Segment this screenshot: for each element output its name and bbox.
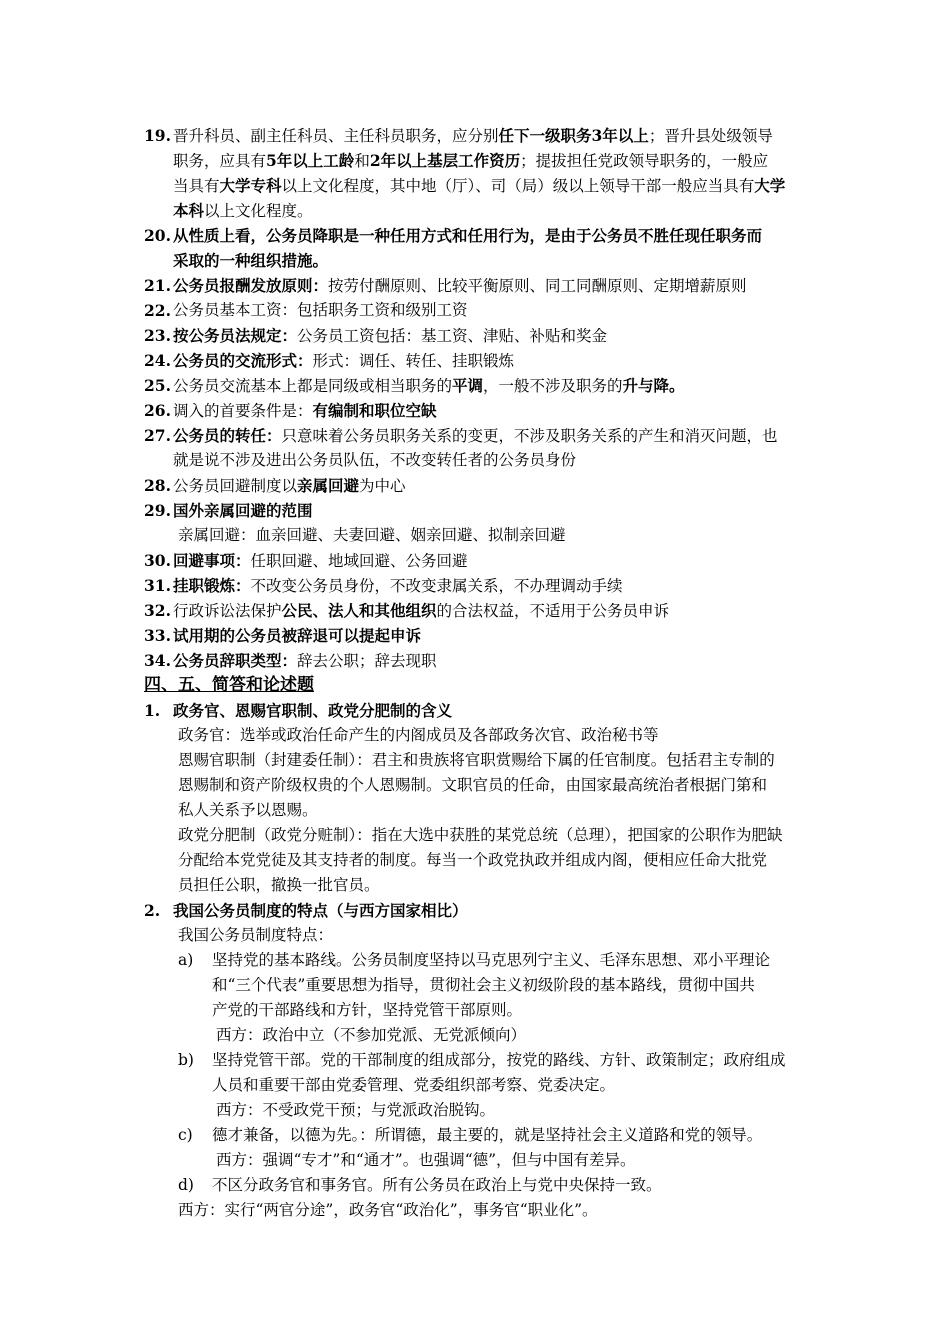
body-text: 分配给本党党徒及其支持者的制度。每当一个政党执政并组成内阁，便相应任命大批党 (178, 851, 768, 869)
item-text (173, 198, 313, 224)
item-number: 22. (144, 301, 171, 320)
subitem-text: 和“三个代表”重要思想为指导，贯彻社会主义初级阶段的基本路线，贯彻中国共 (212, 976, 755, 994)
question-number: 2. (144, 901, 161, 920)
bold-text: 本科 (173, 201, 205, 220)
bold-text: 国外亲属回避的范围 (173, 501, 313, 520)
bold-text: 从性质上看，公务员降职是一种任用方式和任用行为，是由于公务员不胜任现任职务而 (173, 226, 763, 245)
subitem-text: 德才兼备，以德为先。：所谓德，最主要的，就是坚持社会主义道路和党的领导。 (212, 1126, 763, 1144)
text-run: ；晋升县处级领导 (648, 127, 773, 145)
item-text (173, 448, 576, 473)
text-run: 晋升科员、副主任科员、主任科员职务，应分别 (173, 127, 499, 145)
section-title: 四、五、简答和论述题 (144, 675, 314, 695)
bold-text: 按公务员法规定： (173, 326, 298, 345)
bold-text: 平调 (452, 376, 484, 395)
text-run: 不改变公务员身份，不改变隶属关系，不办理调动手续 (250, 577, 623, 595)
item-text (173, 648, 437, 674)
bold-text: 大学专科 (219, 176, 282, 195)
bold-text: 挂职锻炼： (173, 576, 251, 595)
text-run: 和 (354, 152, 370, 170)
west-comparison: 西方：不受政党干预；与党派政治脱钩。 (216, 1101, 496, 1119)
item-number: 34. (144, 651, 171, 670)
bold-text: 公民、法人和其他组织 (281, 601, 437, 620)
bold-text: 2年以上基层工作资历 (369, 151, 521, 170)
item-text (173, 623, 421, 649)
item-number: 33. (144, 626, 171, 645)
item-number: 28. (144, 476, 171, 495)
text-run: 当具有 (173, 177, 220, 195)
item-text (173, 573, 623, 599)
item-text (173, 498, 313, 524)
west-comparison: 西方：政治中立（不参加党派、无党派倾向） (216, 1026, 527, 1044)
item-text (173, 248, 328, 274)
text-run: 以上文化程度。 (204, 202, 313, 220)
text-run: 只意味着公务员职务关系的变更，不涉及职务关系的产生和消灭问题，也 (281, 427, 778, 445)
bold-text: 公务员报酬发放原则： (173, 276, 329, 295)
item-number: 24. (144, 351, 171, 370)
subitem-text: 坚持党的基本路线。公务员制度坚持以马克思列宁主义、毛泽东思想、邓小平理论 (212, 951, 771, 969)
subitem-label: a) (178, 951, 194, 969)
question-title: 政务官、恩赐官职制、政党分肥制的含义 (173, 701, 453, 720)
bold-text: 亲属回避 (297, 476, 360, 495)
text-run: 为中心 (359, 477, 406, 495)
text-run: 职务，应具有 (173, 152, 267, 170)
item-number: 19. (144, 126, 171, 145)
item-text (173, 348, 514, 374)
subitem-label: d) (178, 1176, 194, 1194)
item-text (173, 273, 747, 299)
west-comparison: 西方：强调“专才”和“通才”。也强调“德”，但与中国有差异。 (216, 1151, 636, 1169)
item-number: 29. (144, 501, 171, 520)
text-run: 公务员交流基本上都是同级或相当职务的 (173, 377, 453, 395)
text-run: ，一般不涉及职务的 (483, 377, 623, 395)
bold-text: 大学 (754, 176, 786, 195)
text-run: 公务员回避制度以 (173, 477, 298, 495)
item-text (173, 598, 669, 624)
item-number: 30. (144, 551, 171, 570)
text-run: 辞去公职；辞去现职 (297, 652, 437, 670)
text-run: 行政诉讼法保护 (173, 602, 282, 620)
item-text (173, 548, 468, 574)
item-text (173, 373, 685, 399)
bold-text: 采取的一种组织措施。 (173, 251, 329, 270)
text-run: 以上文化程度，其中地（厅）、司（局）级以上领导干部一般应当具有 (281, 177, 755, 195)
item-number: 25. (144, 376, 171, 395)
item-text (173, 423, 778, 449)
item-text (173, 173, 785, 199)
body-text: 私人关系予以恩赐。 (178, 801, 318, 819)
item-text (173, 473, 406, 499)
body-text: 恩赐制和资产阶级权贵的个人恩赐制。文职官员的任命，由国家最高统治者根据门第和 (178, 776, 768, 794)
bold-text: 任下一级职务3年以上 (498, 126, 649, 145)
text-run: 任职回避、地域回避、公务回避 (250, 552, 468, 570)
item-number: 26. (144, 401, 171, 420)
item-text (173, 123, 773, 149)
item-number: 23. (144, 326, 171, 345)
text-run: 形式：调任、转任、挂职锻炼 (312, 352, 515, 370)
text-run: ；提拔担任党政领导职务的，一般应 (520, 152, 769, 170)
item-number: 20. (144, 226, 171, 245)
subitem-text: 坚持党管干部。党的干部制度的组成部分，按党的路线、方针、政策制定；政府组成 (212, 1051, 786, 1069)
bold-text: 升与降。 (622, 376, 685, 395)
bold-text: 公务员的交流形式： (173, 351, 313, 370)
body-text: 员担任公职，撤换一批官员。 (178, 876, 380, 894)
item-text (173, 223, 762, 249)
closing-text: 西方：实行“两官分途”，政务官“政治化”，事务官“职业化”。 (178, 1201, 598, 1219)
subitem-text: 人员和重要干部由党委管理、党委组织部考察、党委决定。 (212, 1076, 616, 1094)
text-run: 的合法权益，不适用于公务员申诉 (436, 602, 670, 620)
item-number: 27. (144, 426, 171, 445)
bold-text: 试用期的公务员被辞退可以提起申诉 (173, 626, 422, 645)
text-run: 公务员工资包括：基工资、津贴、补贴和奖金 (297, 327, 608, 345)
bold-text: 有编制和职位空缺 (312, 401, 437, 420)
body-text: 政务官：选举或政治任命产生的内阁成员及各部政务次官、政治秘书等 (178, 726, 659, 744)
bold-text: 5年以上工龄 (266, 151, 355, 170)
question-number: 1. (144, 701, 161, 720)
text-run: 就是说不涉及进出公务员队伍，不改变转任者的公务员身份 (173, 451, 577, 469)
item-text (173, 298, 468, 323)
item-number: 21. (144, 276, 171, 295)
question-title: 我国公务员制度的特点（与西方国家相比） (173, 901, 468, 920)
item-text (173, 148, 768, 174)
subitem-label: b) (178, 1051, 194, 1069)
item-text (173, 398, 437, 424)
bold-text: 回避事项： (173, 551, 251, 570)
item-text (173, 323, 607, 349)
intro-text: 我国公务员制度特点： (178, 926, 334, 944)
bold-text: 公务员的转任： (173, 426, 282, 445)
subitem-label: c) (178, 1126, 193, 1144)
sub-text: 亲属回避：血亲回避、夫妻回避、姻亲回避、拟制亲回避 (178, 526, 566, 544)
subitem-text: 产党的干部路线和方针，坚持党管干部原则。 (212, 1001, 523, 1019)
bold-text: 公务员辞职类型： (173, 651, 298, 670)
text-run: 公务员基本工资：包括职务工资和级别工资 (173, 301, 468, 319)
text-run: 按劳付酬原则、比较平衡原则、同工同酬原则、定期增薪原则 (328, 277, 747, 295)
body-text: 恩赐官职制（封建委任制）：君主和贵族将官职赏赐给下属的任官制度。包括君主专制的 (178, 751, 775, 769)
text-run: 调入的首要条件是： (173, 402, 313, 420)
subitem-text: 不区分政务官和事务官。所有公务员在政治上与党中央保持一致。 (212, 1176, 662, 1194)
item-number: 32. (144, 601, 171, 620)
item-number: 31. (144, 576, 171, 595)
body-text: 政党分肥制（政党分赃制）：指在大选中获胜的某党总统（总理），把国家的公职作为肥缺 (178, 826, 783, 844)
